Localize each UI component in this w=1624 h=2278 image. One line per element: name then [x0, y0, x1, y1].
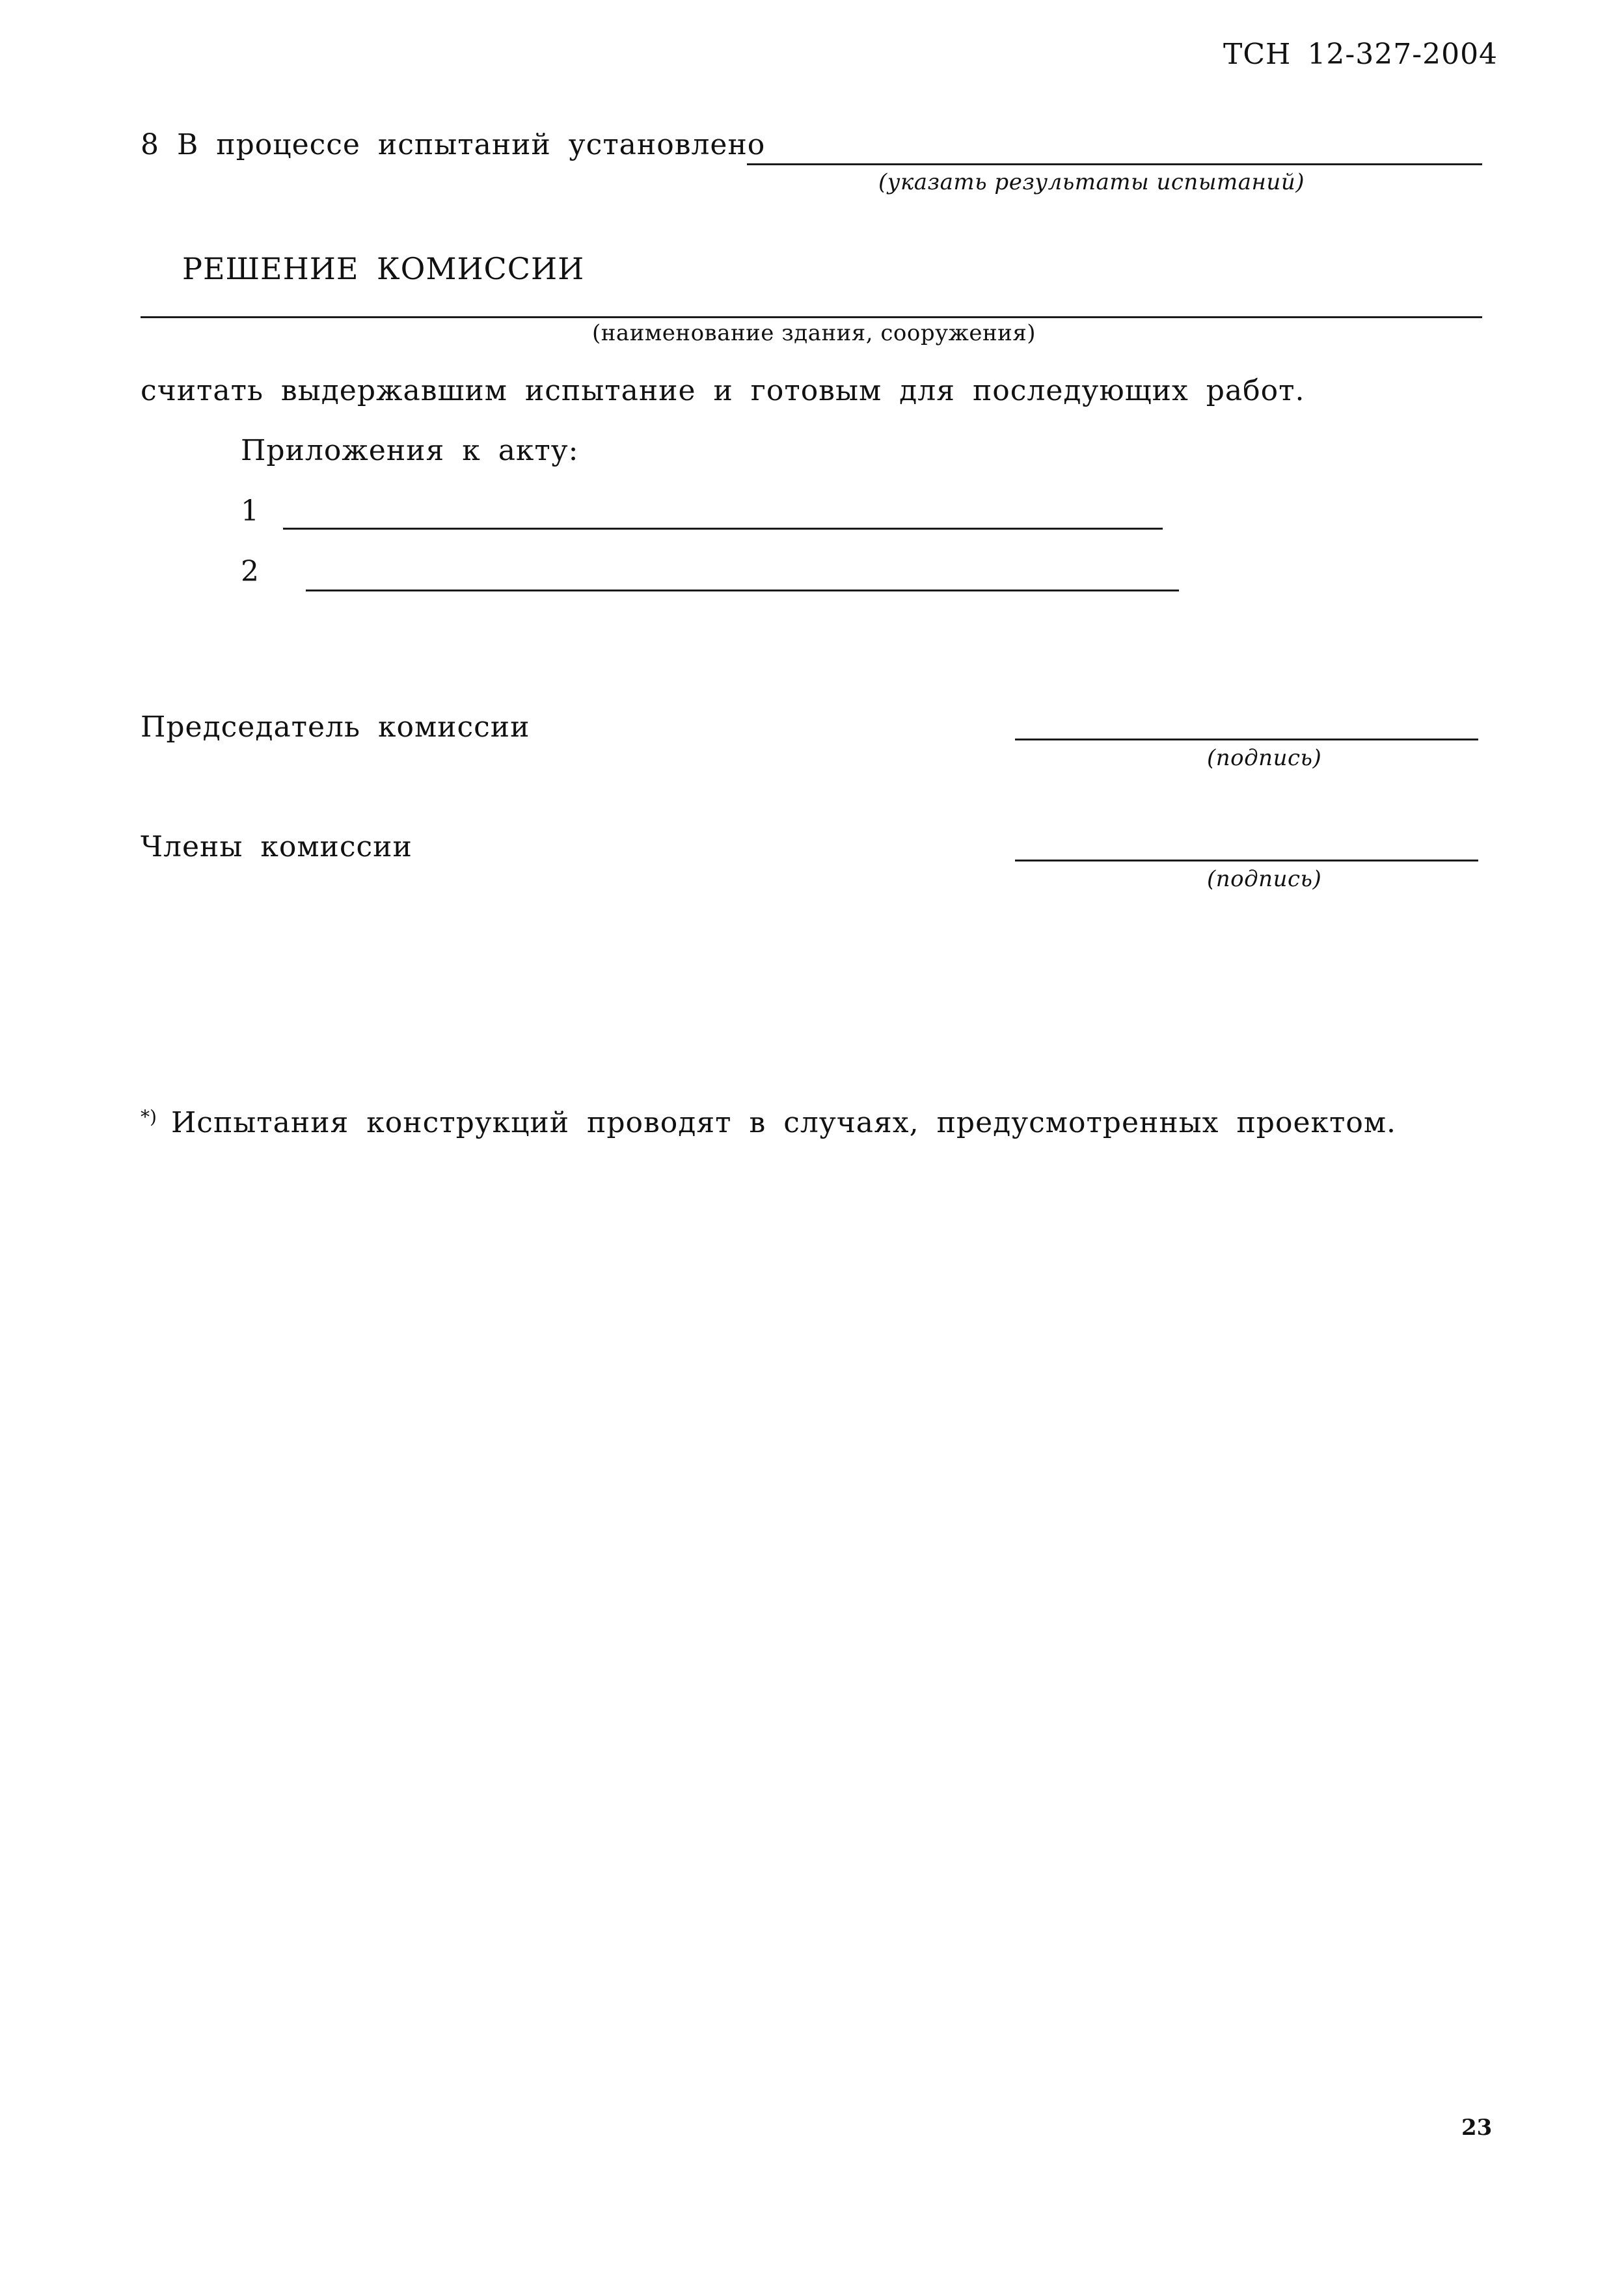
members-label: Члены комиссии [141, 830, 413, 863]
chairman-signature-field[interactable] [1015, 739, 1478, 740]
page-number: 23 [1461, 2115, 1493, 2141]
annexes-label: Приложения к акту: [241, 434, 579, 467]
decision-heading: РЕШЕНИЕ КОМИССИИ [182, 251, 585, 286]
document-code: ТСН 12-327-2004 [1223, 38, 1498, 71]
annex-1-number: 1 [241, 495, 260, 528]
test-results-caption: (указать результаты испытаний) [878, 169, 1305, 195]
members-signature-caption: (подпись) [1207, 866, 1322, 892]
footnote-text: Испытания конструкций проводят в случаях, предусмотренных проектом. [170, 1106, 1397, 1139]
test-results-field[interactable] [747, 163, 1482, 165]
footnote [141, 1106, 1396, 1139]
chairman-signature-caption: (подпись) [1207, 745, 1322, 771]
building-name-field[interactable] [141, 316, 1482, 318]
annex-2-field[interactable] [306, 590, 1179, 591]
members-signature-field[interactable] [1015, 860, 1478, 861]
annex-1-field[interactable] [283, 528, 1163, 530]
annex-2-number: 2 [241, 555, 260, 588]
conclusion-text: считать выдержавшим испытание и готовым для последующих работ. [141, 374, 1305, 407]
item-8-text: 8 В процессе испытаний установлено [141, 128, 766, 161]
footnote-mark: *) [141, 1106, 157, 1128]
building-name-caption: (наименование здания, сооружения) [592, 320, 1036, 346]
chairman-label: Председатель комиссии [141, 711, 530, 744]
